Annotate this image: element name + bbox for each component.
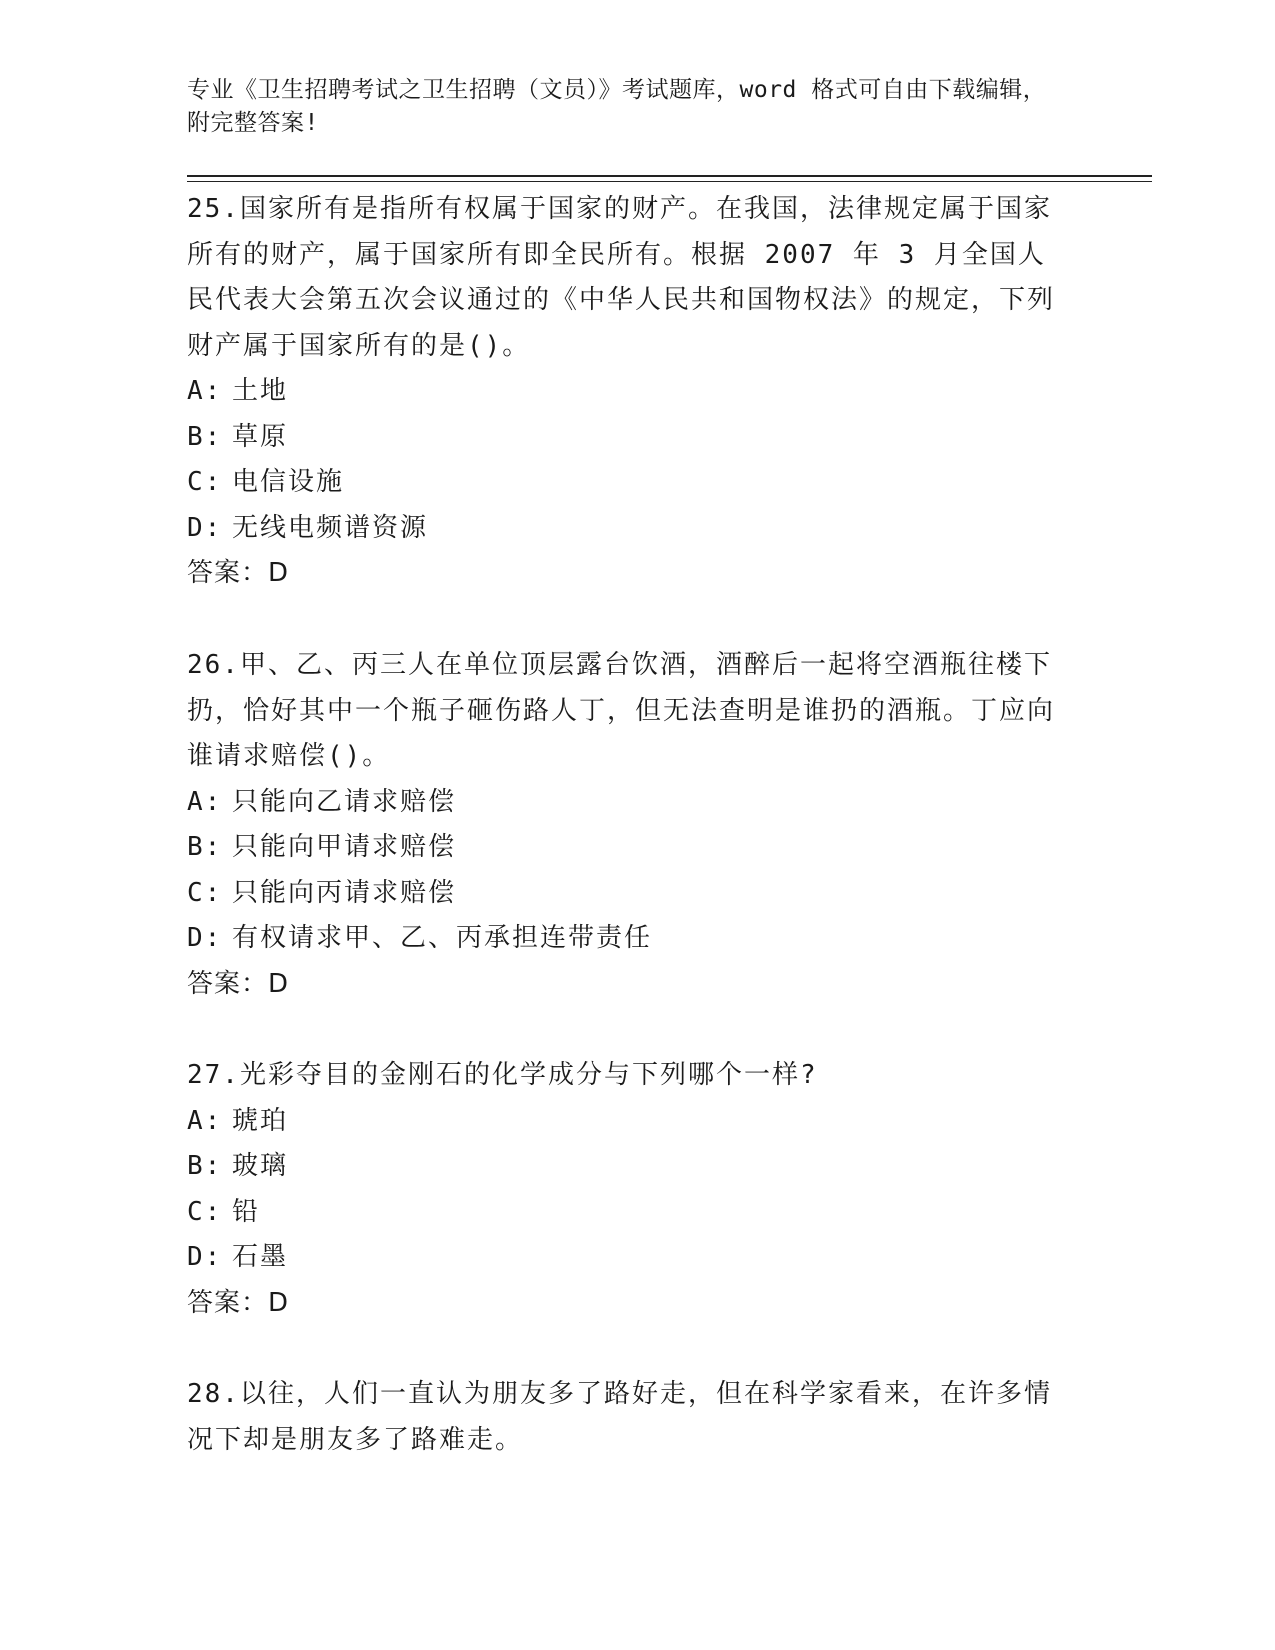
question-stem: 28.以往，人们一直认为朋友多了路好走，但在科学家看来，在许多情况下却是朋友多了路难走。: [187, 1379, 1052, 1455]
option-letter: C:: [187, 467, 223, 497]
option-text: 石墨: [232, 1242, 289, 1272]
option-letter: A:: [187, 1105, 223, 1136]
option-a: [187, 369, 1067, 415]
question-26: [187, 643, 1067, 1007]
option-text: 只能向甲请求赔偿: [232, 832, 457, 862]
question-stem: 27.光彩夺目的金刚石的化学成分与下列哪个一样?: [187, 1060, 818, 1090]
option-letter: D:: [187, 923, 223, 953]
option-c: [187, 871, 1067, 917]
option-letter: B:: [187, 1151, 223, 1181]
option-text: 铅: [232, 1196, 261, 1227]
header-rule-thin: [187, 181, 1152, 182]
question-25: [187, 187, 1067, 597]
answer-line: 答案：D: [187, 1287, 290, 1318]
option-letter: D:: [187, 1242, 223, 1272]
page-header: 专业《卫生招聘考试之卫生招聘（文员）》考试题库，word 格式可自由下载编辑，附完整答案!: [187, 77, 1047, 136]
question-stem: 26.甲、乙、丙三人在单位顶层露台饮酒，酒醉后一起将空酒瓶往楼下扔，恰好其中一个瓶子砸伤路人丁，但无法查明是谁扔的酒瓶。丁应向谁请求赔偿()。: [187, 650, 1056, 771]
option-letter: C:: [187, 1196, 223, 1227]
option-d: [187, 916, 1067, 962]
option-b: [187, 415, 1067, 461]
answer-line: 答案：D: [187, 558, 290, 588]
option-a: [187, 1099, 1067, 1145]
option-letter: A:: [187, 376, 223, 406]
option-letter: B:: [187, 421, 223, 452]
option-text: 玻璃: [232, 1151, 289, 1181]
question-27: [187, 1053, 1067, 1326]
option-b: [187, 825, 1067, 871]
option-letter: A:: [187, 786, 223, 817]
option-text: 有权请求甲、乙、丙承担连带责任: [232, 923, 653, 953]
question-stem: 25.国家所有是指所有权属于国家的财产。在我国，法律规定属于国家所有的财产，属于国家所有即全民所有。根据 2007 年 3 月全国人民代表大会第五次会议通过的《中华人民共和国物权法》的规定，下列财产属于国家所有的是()。: [187, 194, 1056, 361]
question-28: [187, 1372, 1067, 1463]
option-text: 草原: [232, 421, 289, 452]
option-letter: C:: [187, 877, 223, 908]
option-letter: B:: [187, 832, 223, 862]
option-text: 电信设施: [232, 467, 345, 497]
option-text: 只能向乙请求赔偿: [232, 786, 457, 817]
option-a: [187, 780, 1067, 826]
option-d: [187, 506, 1067, 552]
option-text: 土地: [232, 376, 289, 406]
option-c: [187, 460, 1067, 506]
answer-line: 答案：D: [187, 968, 290, 999]
option-text: 无线电频谱资源: [232, 512, 429, 543]
option-d: [187, 1235, 1067, 1281]
header-rule-thick: [187, 175, 1152, 177]
option-text: 只能向丙请求赔偿: [232, 877, 457, 908]
option-c: [187, 1190, 1067, 1236]
option-letter: D:: [187, 512, 223, 543]
option-text: 琥珀: [232, 1105, 289, 1136]
option-b: [187, 1144, 1067, 1190]
